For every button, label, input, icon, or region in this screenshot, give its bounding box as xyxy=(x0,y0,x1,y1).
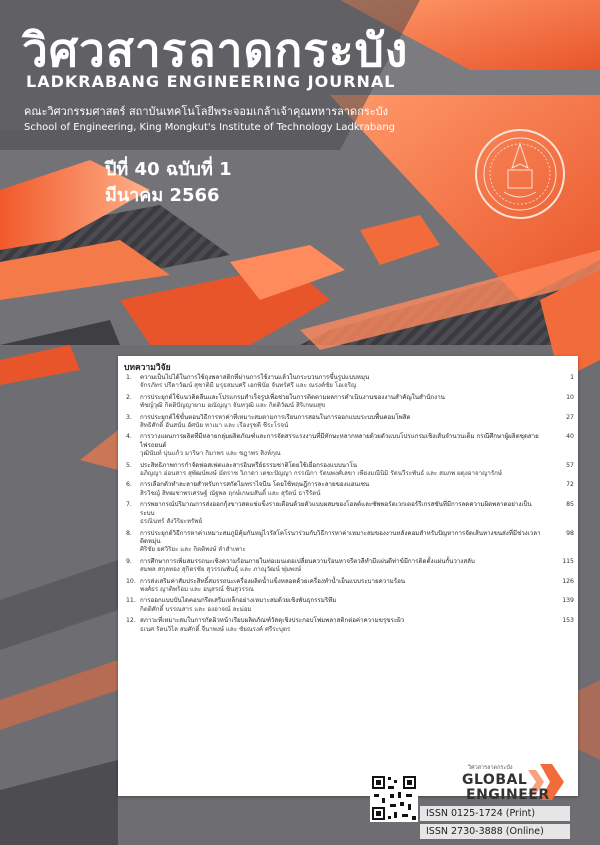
faculty-name-english: School of Engineering, King Mongkut's Institute of Technology Ladkrabang xyxy=(24,122,396,133)
toc-item xyxy=(126,578,574,595)
issue-date: มีนาคม 2566 xyxy=(105,185,220,206)
toc-item-number: 2. xyxy=(126,393,132,401)
logo-word-global: GLOBAL xyxy=(462,772,528,788)
toc-item-title: การวางแผนการผลิตที่มีหลายกลุ่มผลิตภัณฑ์และการจัดสรรแรงงานที่มีทักษะหลากหลายด้วยตัวแบบโปรแกรมเชิงเส้นจำนวนเต็ม กรณีศึกษาผู้ผลิตชุดสายไฟรถยนต์ xyxy=(140,433,539,449)
toc-item-number: 9. xyxy=(126,557,132,565)
toc-item xyxy=(126,433,574,458)
toc-item-authors: จักรภัทร ปรีดาวัฒน์ สุชาติมี มรุธสมบศรี เอกพินัย จันทร์ศรี และ ณรงค์ชัย โอเจริญ xyxy=(140,382,357,390)
toc-item-title: ความเป็นไปได้ในการใช้ถุงพลาสติกที่ผ่านการใช้งานแล้วในกระบวนการขึ้นรูปแบบหมุน xyxy=(140,374,370,381)
toc-item-title: การส่งเสริมค่าสัมประสิทธิ์สมรรถนะเครื่องผลิตน้ำแข็งหลอดด้วยเครื่องทำน้ำเย็นแบบระบายความร้อน xyxy=(140,577,406,585)
toc-item-body xyxy=(140,374,542,391)
faculty-name-thai: คณะวิศวกรรมศาสตร์ สถาบันเทคโนโลยีพระจอมเกล้าเจ้าคุณทหารลาดกระบัง xyxy=(24,105,389,118)
toc-item-body xyxy=(140,578,542,595)
toc-item-body xyxy=(140,481,542,498)
toc-item-body xyxy=(140,530,542,555)
toc-item-body xyxy=(140,414,542,431)
toc-item xyxy=(126,558,574,575)
toc-item-page: 1 xyxy=(570,374,574,381)
toc-item xyxy=(126,462,574,479)
logo-subtitle: วิศวสารลาดกระบัง xyxy=(468,765,513,771)
toc-item-authors: ธรณินทร์ สังวิริยะทรัพย์ xyxy=(140,518,203,526)
toc-item-number: 11. xyxy=(126,597,136,605)
toc-item-number: 10. xyxy=(126,577,136,585)
toc-item-body xyxy=(140,501,542,526)
toc-item-body xyxy=(140,433,542,458)
toc-item xyxy=(126,394,574,411)
toc-item-number: 5. xyxy=(126,461,132,469)
toc-item xyxy=(126,617,574,634)
toc-item-page: 72 xyxy=(566,481,574,489)
toc-item xyxy=(126,597,574,614)
toc-item-page: 57 xyxy=(566,461,574,469)
toc-item-authors: พัชญ์วุฒิ กิตติปัญญาผาม อณัญญา จันทวุฒิ และ กิตติวัฒน์ สิริเกษมสุข xyxy=(140,402,326,410)
toc-item-body xyxy=(140,597,542,614)
journal-title-english: LADKRABANG ENGINEERING JOURNAL xyxy=(26,72,396,91)
toc-item-title: ประสิทธิภาพการกำจัดฟอสเฟตและสารอินทรีย์ธรรมชาติโดยใช้เยื่อกรองแบบนาโน xyxy=(140,461,358,469)
issn-print: ISSN 0125-1724 (Print) xyxy=(420,806,570,821)
toc-item xyxy=(126,481,574,498)
toc-item-body xyxy=(140,462,542,479)
logo-word-engineer: ENGINEER xyxy=(466,787,550,803)
toc-item-authors: สมพล สกุลทอง สุกิตรชัย สุวรรณพันธุ์ และ ภาณุวัฒน์ พุ่มพงษ์ xyxy=(140,566,302,574)
toc-item xyxy=(126,530,574,555)
toc-item-number: 12. xyxy=(126,617,136,625)
toc-item-title: การออกแบบบันไดคอนกรีตเสริมเหล็กอย่างเหมาะสมด้วยเชิงพันธุกรรมริทึม xyxy=(140,597,337,605)
toc-item-title: สภาวะที่เหมาะสมในการกัดผิวหน้าเรียบผลิตภัณฑ์วัสดุเชิงประกอบโฟมพลาสติกต่อค่าความขรุขระผิว xyxy=(140,617,405,625)
toc-item-authors: อภิญญา อ่อนสาร สุพัฒน์พงษ์ มัตราช วิภาดา เตชะปัญญา กรรณิกา รัตนพงศ์เลขา เพียงมณีนิมิ รัตนวีระพันธ์ และ สมภพ ผดุงอาจาญารักษ์ xyxy=(140,470,502,478)
journal-title-thai: วิศวสารลาดกระบัง xyxy=(22,23,409,77)
toc-item-title: การประยุกต์วิธีการหาค่าเหมาะสมภูมิคุ้มกันหมู่ไวรัสโคโรนาร่วมกับวิธีการหาค่าเหมาะสมของงานหลังคอมสำหรับปัญหาการจัดเส้นทางขนส่งที่มีช่วงเวลาติดหมุ่น xyxy=(140,529,541,545)
toc-item-title: การศึกษาการเพิ่มสมรรถนะเชิงความร้อนภายในท่อเมนเตอเปลี่ยนความร้อนหาจรีตวลีทำมีแผ่นดีท่าข์มีการติดตั้งแผ่นกั้นวางสลับ xyxy=(140,557,475,565)
toc-item-number: 8. xyxy=(126,529,132,537)
toc-item-authors: พงศ์ธร ญาติพร้อม และ อนุสรณ์ ชินสุวรรณ xyxy=(140,585,254,593)
toc-item-page: 98 xyxy=(566,529,574,537)
toc-item-body xyxy=(140,617,542,634)
toc-item-title: การเลือกตัวทำละลายสำหรับการสกัดไมทราไจนีน โดยใช้ทฤษฎีการละลายของแฮนเซน xyxy=(140,481,370,489)
toc-item-title: การประยุกต์ใช้ขั้นตอนวิธีการหาค่าที่เหมาะสมตามการเรียนการสอนในการออกแบบระบบพื้นคอมโพสิต xyxy=(140,413,411,421)
toc-item-authors: วุฒินันท์ บุ่นแก้ว มาริษา กิมาพร และ ชฎาพร สิงห์กุณ xyxy=(140,450,281,458)
toc-item xyxy=(126,501,574,526)
toc-item-title: การพยากรณ์ปริมาณการส่งออกกุ้งขาวสดแช่แข็งรายเดือนด้วยตัวแบบผสมของโฮลต์และซัพพอร์ตเวกเตอร์รีเกรสชันที่มีการลดความผิดพลาดอย่างเป็นระบบ xyxy=(140,501,532,517)
toc-item-title: การประยุกต์ใช้แนวคิดลีนและโปรแกรมสำเร็จรูปเพื่อช่วยในการติดตามผลการดำเนินงานของงานสำคัญในสำนักงาน xyxy=(140,393,445,401)
toc-item-body xyxy=(140,558,542,575)
kmitl-seal-icon xyxy=(474,128,566,220)
volume-issue: ปีที่ 40 ฉบับที่ 1 xyxy=(105,159,232,180)
toc-item-number: 7. xyxy=(126,501,132,509)
toc-item-page: 139 xyxy=(562,597,574,605)
toc-item-page: 126 xyxy=(562,577,574,585)
toc-item-page: 115 xyxy=(562,557,574,565)
toc-item xyxy=(126,414,574,431)
toc-heading: บทความวิจัย xyxy=(124,363,171,373)
toc-item-authors: สิรวิชญ์ สิทฒชาพรเศรษฐ์ ณัฐพล ฤกษ์เกษมสันติ์ และ สุรัตน์ ธารีรัตน์ xyxy=(140,489,321,497)
toc-item-authors: กิตติศักดิ์ บรรณสาร และ องอาจณ์ ละม่อม xyxy=(140,605,252,613)
toc-item-page: 10 xyxy=(566,393,574,401)
toc-item-authors: ธเนศ รัตนวิไล สมศักดิ์ จีนาพงษ์ และ ชัยณรงค์ ศรีระบุตร xyxy=(140,625,291,633)
toc-item-number: 3. xyxy=(126,413,132,421)
toc-list xyxy=(126,374,574,637)
toc-item-authors: สิทธิศักดิ์ อันสนั่น อัศนัย หาเมา และ เรืองรุชดี ชีระโรจน์ xyxy=(140,422,289,430)
toc-item-number: 4. xyxy=(126,433,132,441)
toc-item-number: 1. xyxy=(126,374,132,381)
toc-item-authors: ศิริชัย ยศวิริยะ และ กิตติพงษ์ ลำสำเพาะ xyxy=(140,546,246,554)
table-of-contents xyxy=(118,356,578,796)
qr-code-icon xyxy=(370,774,418,822)
toc-item-page: 27 xyxy=(566,413,574,421)
issn-online: ISSN 2730-3888 (Online) xyxy=(420,824,570,839)
toc-item xyxy=(126,374,574,391)
toc-item-number: 6. xyxy=(126,481,132,489)
toc-item-page: 85 xyxy=(566,501,574,509)
toc-item-page: 40 xyxy=(566,433,574,441)
toc-item-page: 153 xyxy=(562,617,574,625)
toc-item-body xyxy=(140,394,542,411)
